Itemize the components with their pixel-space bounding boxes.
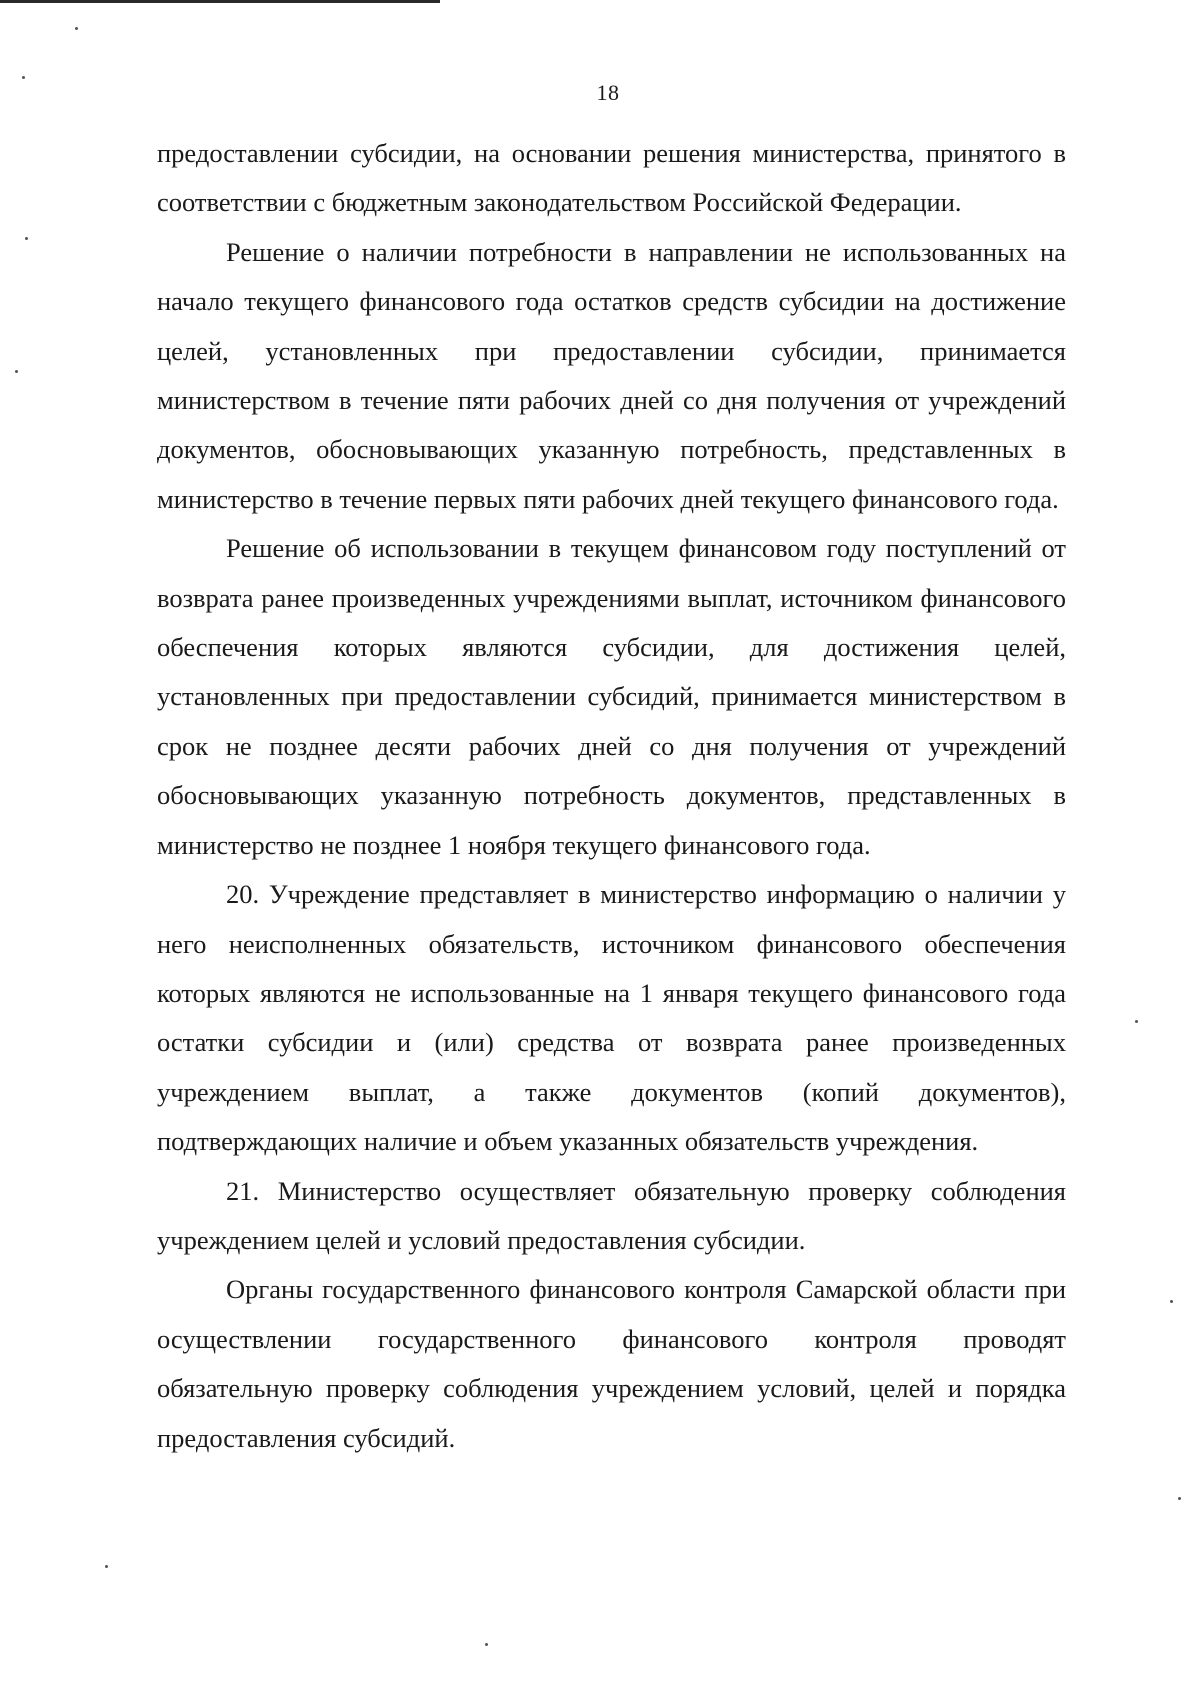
document-body — [157, 129, 1066, 1463]
page-number: 18 — [596, 80, 620, 105]
scan-speck — [105, 1565, 108, 1568]
scan-speck — [1178, 1497, 1181, 1500]
scan-speck — [25, 237, 28, 240]
scan-speck — [75, 27, 78, 30]
scan-speck — [485, 1643, 488, 1646]
paragraph-unused-balances-decision: Решение о наличии потребности в направлении не использованных на начало текущего финансового года остатков средств субсидии на достижение целей, установленных при предоставлении субсидии, принимается министерством в течение пяти рабочих дней со дня получения от учреждений документов, обосновывающих указанную потребность, представленных в министерство в течение первых пяти рабочих дней текущего финансового года. — [157, 236, 1066, 514]
paragraph-continuation: предоставлении субсидии, на основании решения министерства, принятого в соответствии с бюджетным законодательством Российской Федерации. — [157, 138, 1066, 218]
paragraph-financial-control: Органы государственного финансового контроля Самарской области при осуществлении государственного финансового контроля проводят обязательную проверку соблюдения учреждением условий, целей и порядка предоставления субсидий. — [157, 1274, 1066, 1453]
scan-speck — [15, 370, 18, 373]
scan-speck — [1135, 1020, 1138, 1023]
paragraph-clause-20: 20. Учреждение представляет в министерство информацию о наличии у него неисполненных обязательств, источником финансового обеспечения которых являются не использованные на 1 января текущего финансового года остатки субсидии и (или) средства от возврата ранее произведенных учреждением выплат, а также документов (копий документов), подтверждающих наличие и объем указанных обязательств учреждения. — [157, 879, 1066, 1157]
paragraph-refund-usage-decision: Решение об использовании в текущем финансовом году поступлений от возврата ранее произведенных учреждениями выплат, источником финансового обеспечения которых являются субсидии, для достижения целей, установленных при предоставлении субсидий, принимается министерством в срок не позднее десяти рабочих дней со дня получения от учреждений обосновывающих указанную потребность документов, представленных в министерство не позднее 1 ноября текущего финансового года. — [157, 533, 1066, 860]
scan-speck — [22, 76, 25, 79]
scan-edge-line — [0, 0, 440, 3]
paragraph-clause-21: 21. Министерство осуществляет обязательную проверку соблюдения учреждением целей и условий предоставления субсидии. — [157, 1175, 1066, 1255]
scan-speck — [1170, 1300, 1173, 1303]
